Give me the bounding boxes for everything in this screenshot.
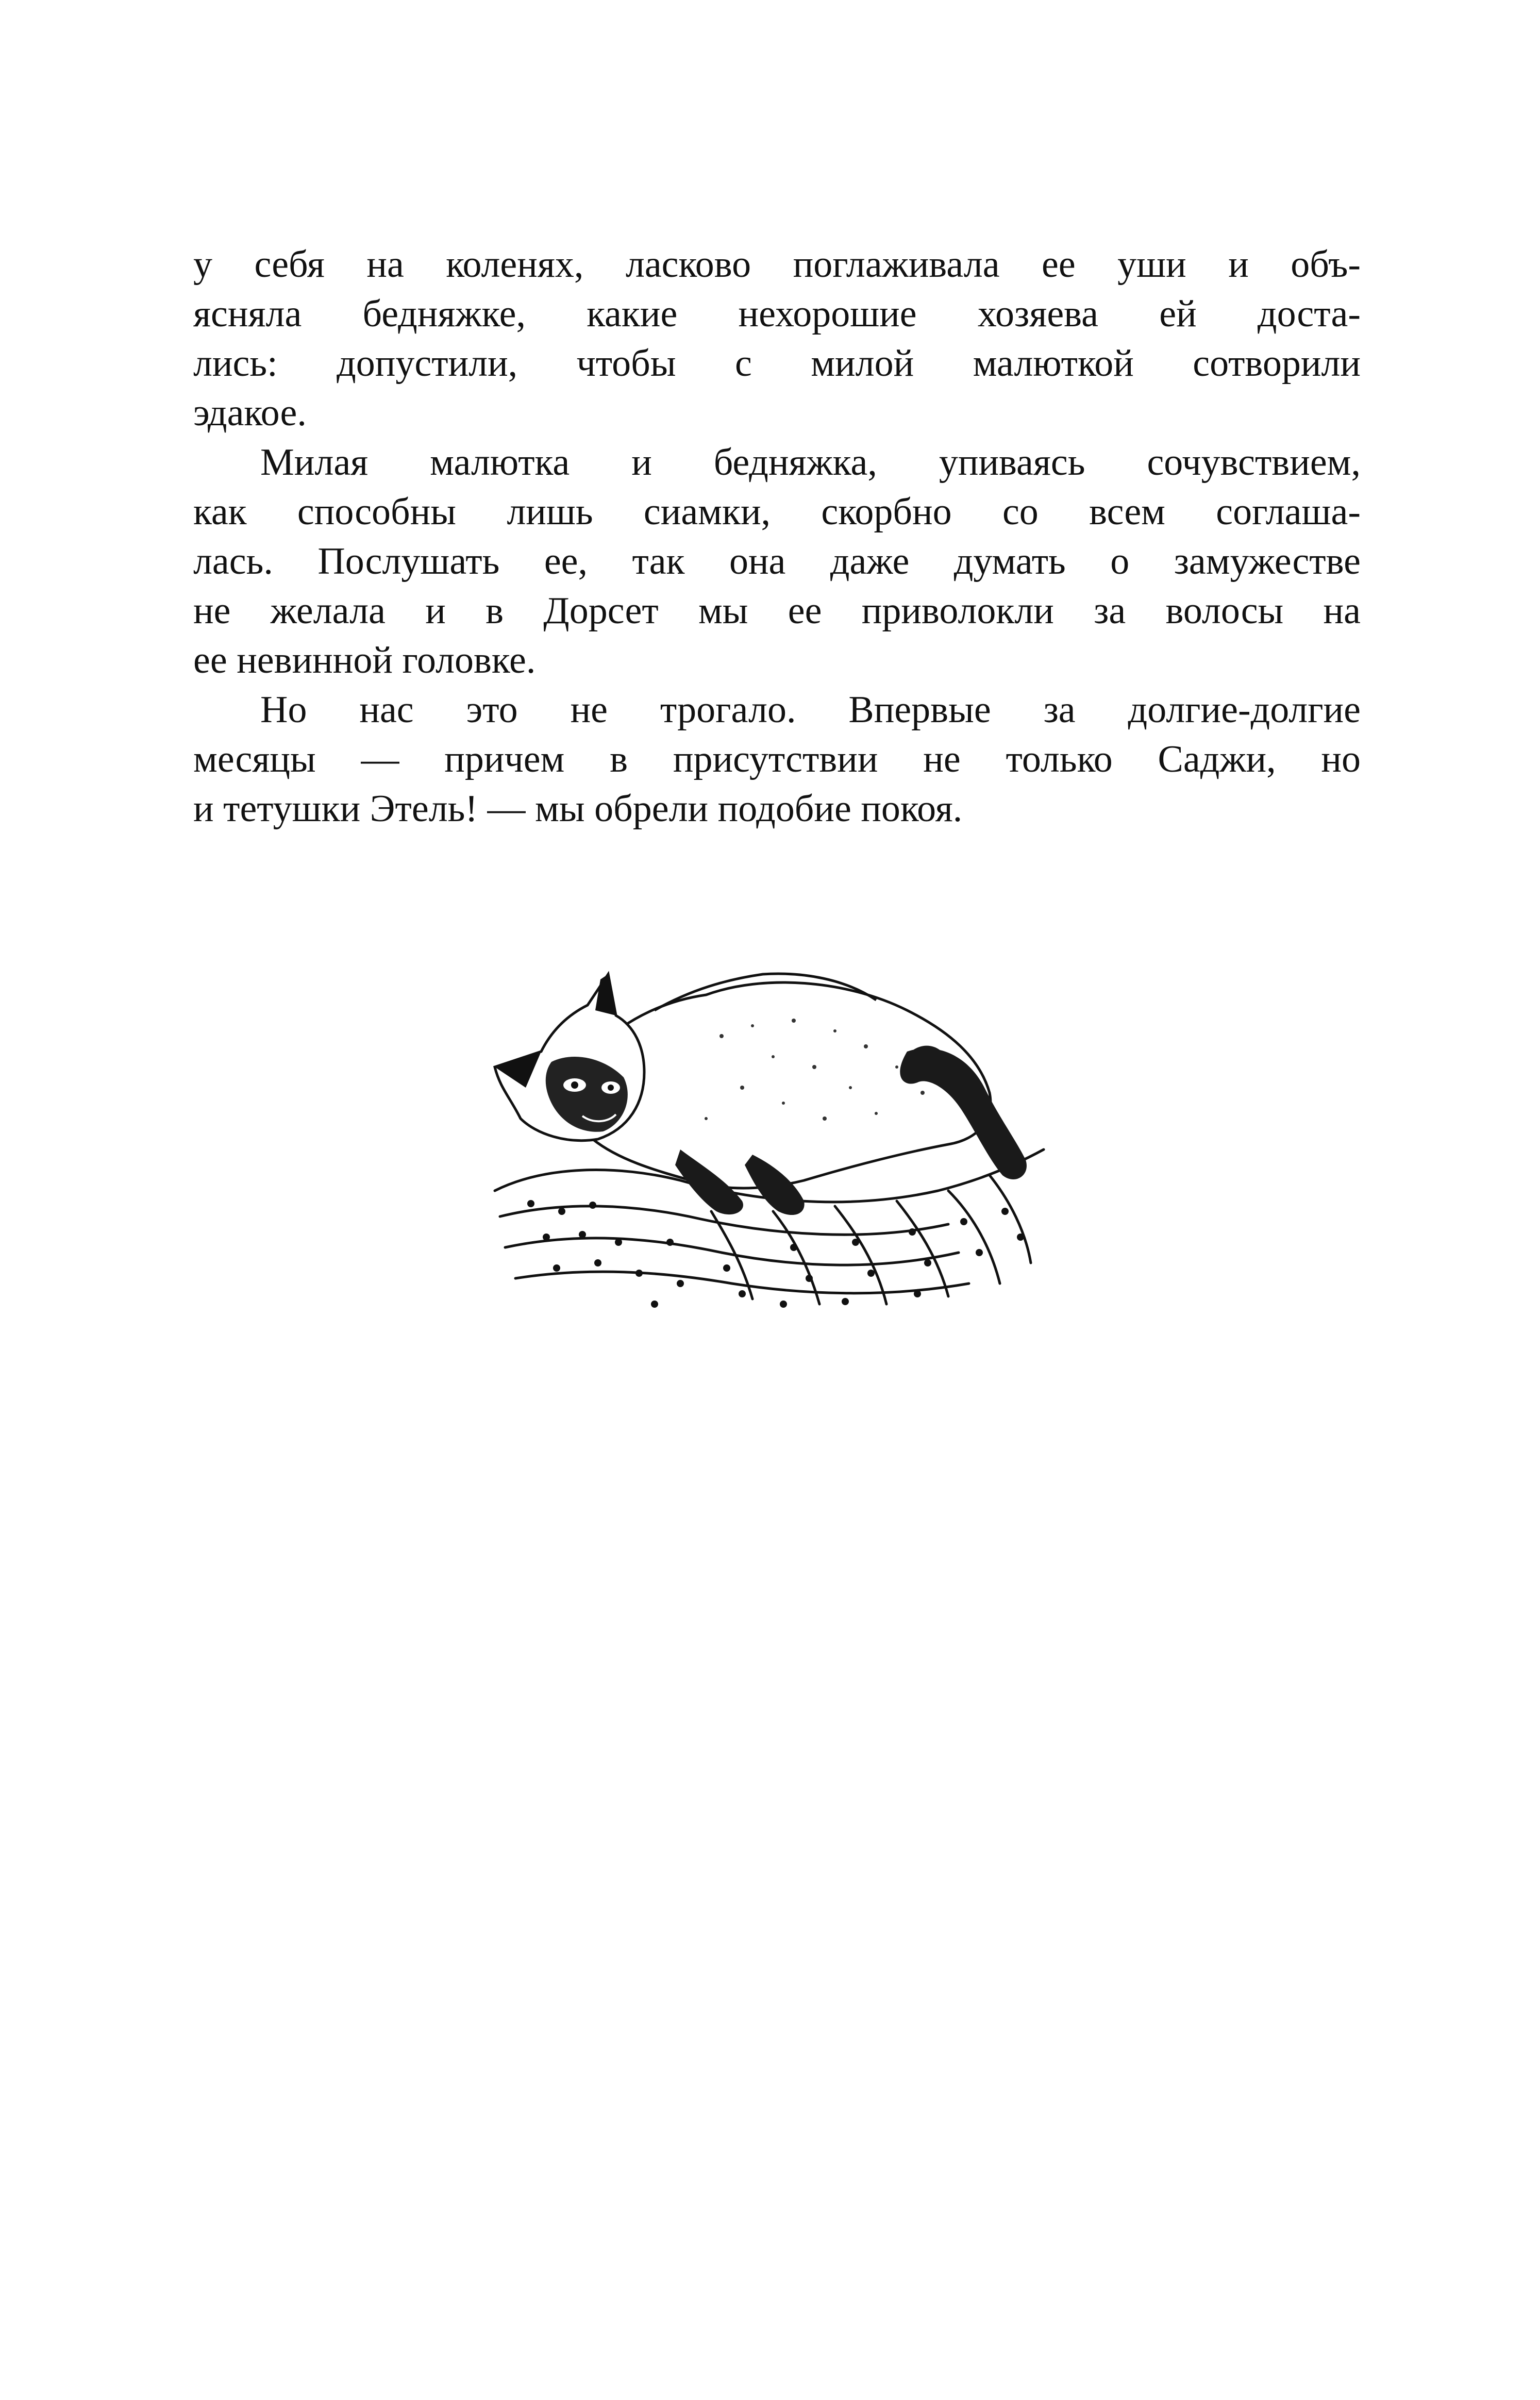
paragraph-1 bbox=[193, 240, 1361, 438]
text-line: лась. Послушать ее, так она даже думать о замужестве bbox=[193, 540, 1361, 582]
body-text bbox=[193, 240, 1361, 834]
text-line: и тетушки Этель! — мы обрели подобие покоя. bbox=[193, 788, 963, 830]
text-line: Милая малютка и бедняжка, упиваясь сочувствием, bbox=[260, 441, 1361, 484]
paragraph-2 bbox=[193, 438, 1361, 685]
text-line: месяцы — причем в присутствии не только Саджи, но bbox=[193, 738, 1361, 780]
cat-head bbox=[495, 974, 644, 1141]
text-line: ясняла бедняжке, какие нехорошие хозяева ей доста- bbox=[193, 293, 1361, 335]
text-line: не желала и в Дорсет мы ее приволокли за волосы на bbox=[193, 590, 1361, 632]
siamese-cat-on-cushion-illustration bbox=[484, 923, 1069, 1330]
text-line: эдакое. bbox=[193, 392, 307, 434]
text-line: как способны лишь сиамки, скорбно со всем соглаша- bbox=[193, 491, 1361, 533]
text-line: Но нас это не трогало. Впервые за долгие-долгие bbox=[260, 689, 1361, 731]
text-line: лись: допустили, чтобы с милой малюткой сотворили bbox=[193, 342, 1361, 385]
paragraph-3 bbox=[193, 685, 1361, 834]
text-line: у себя на коленях, ласково поглаживала ее уши и объ- bbox=[193, 243, 1361, 286]
cat-body bbox=[593, 982, 991, 1188]
text-line: ее невинной головке. bbox=[193, 639, 536, 681]
